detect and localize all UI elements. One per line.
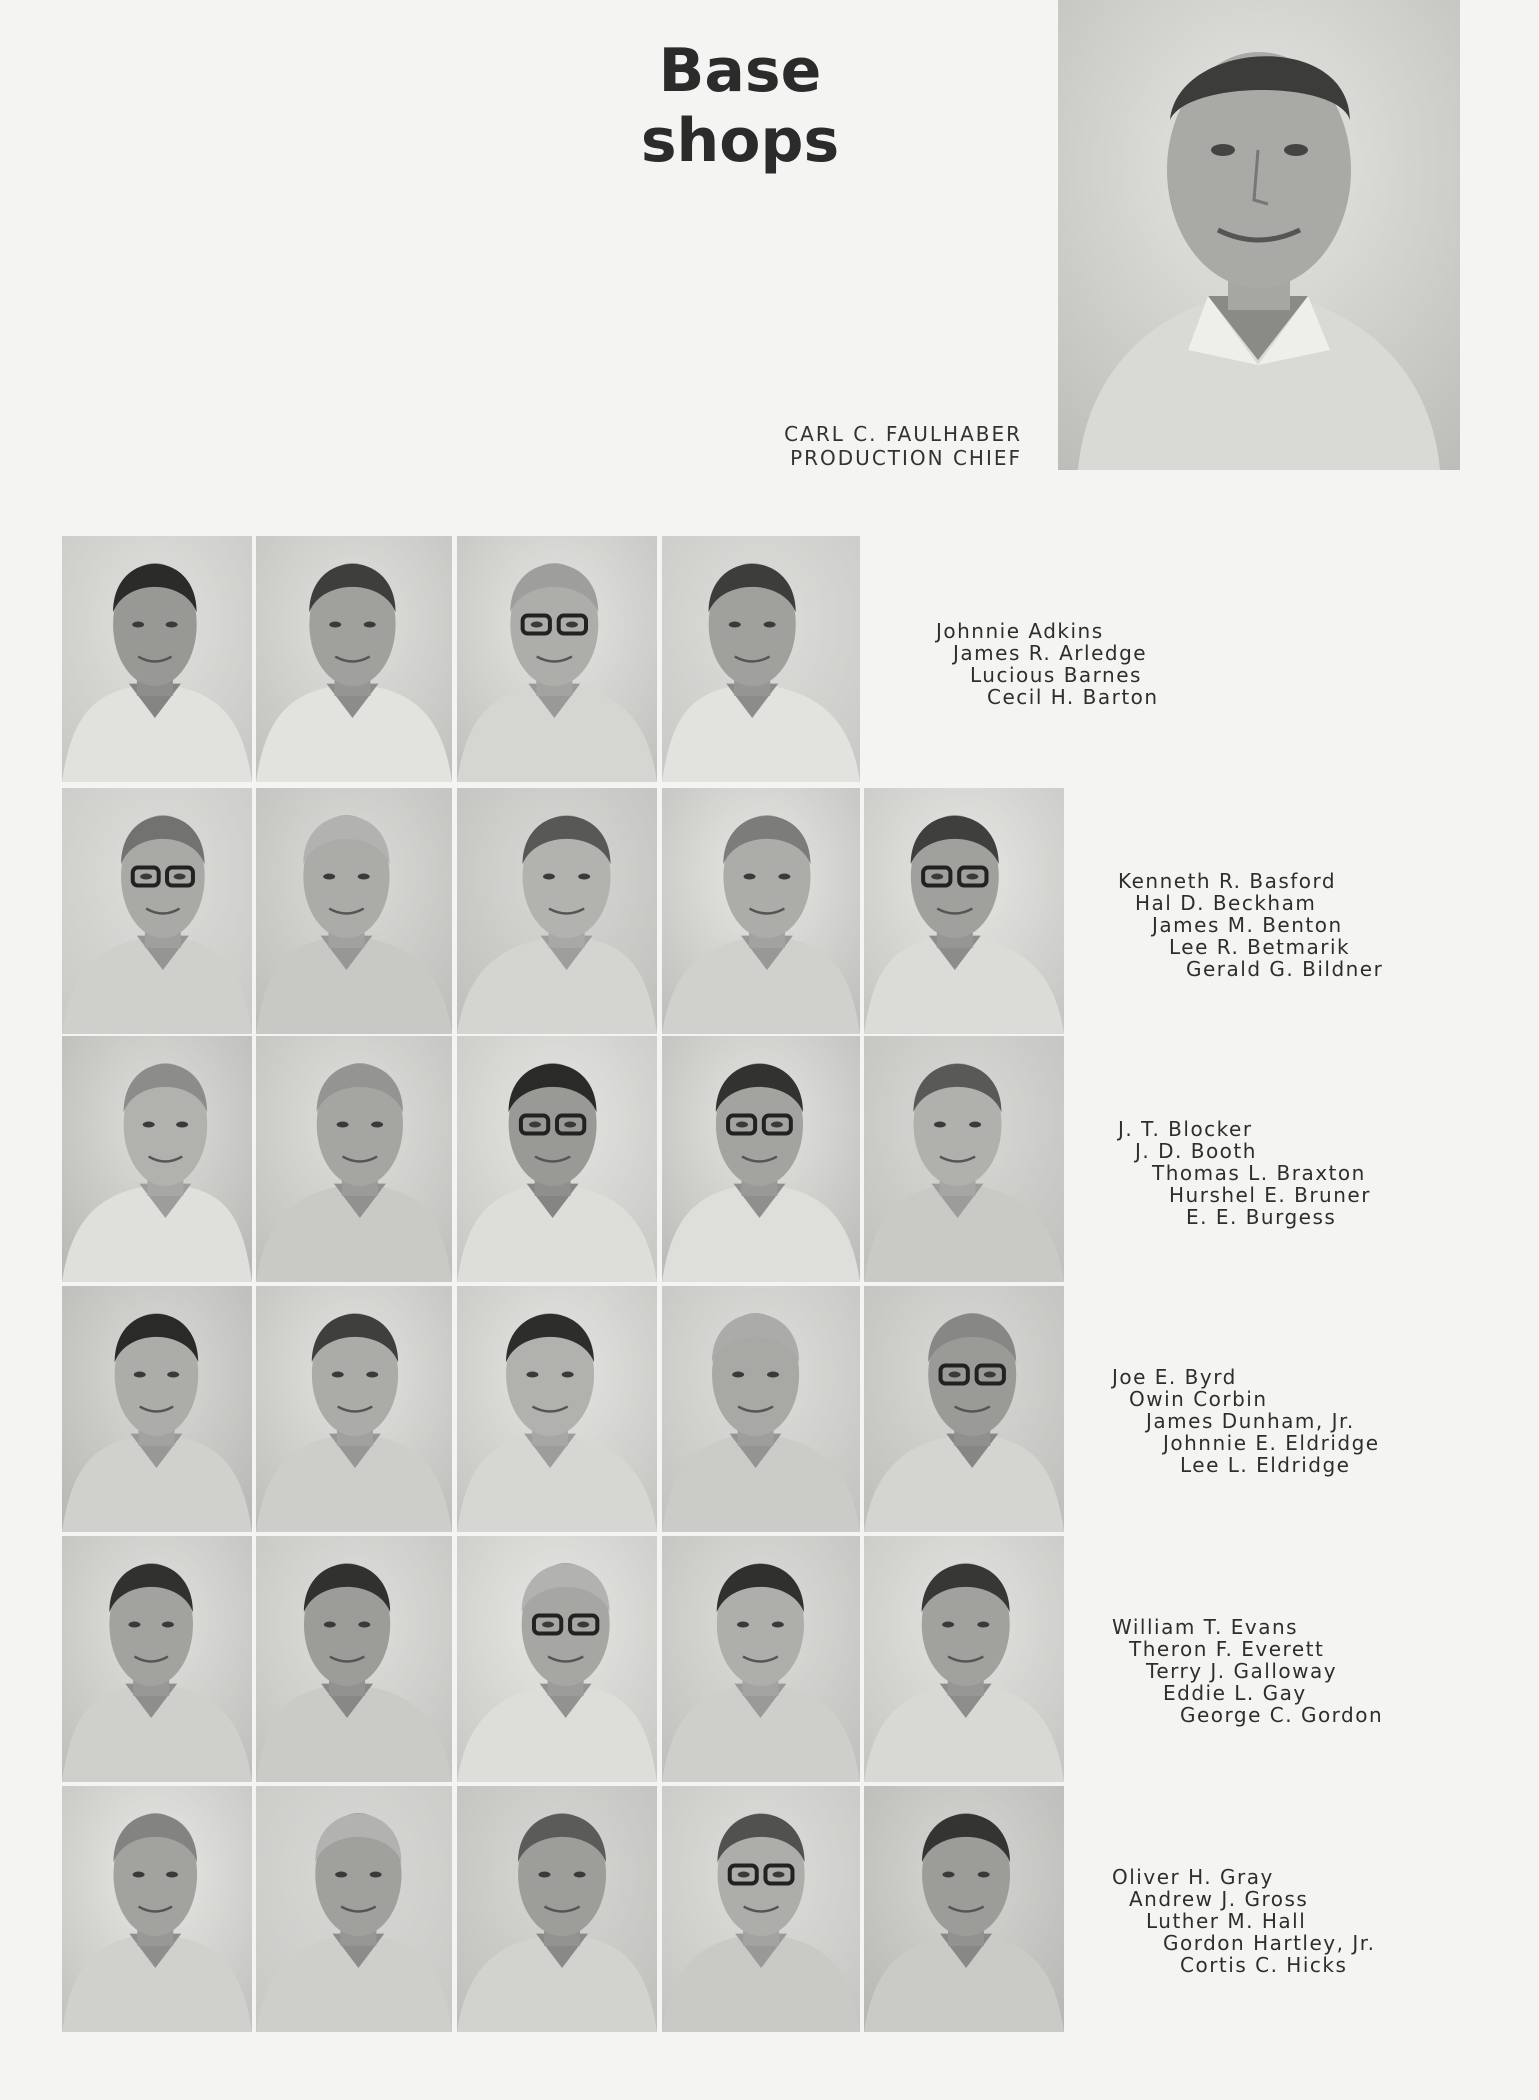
- staff-portrait: [662, 788, 860, 1034]
- staff-name: James M. Benton: [1152, 913, 1343, 937]
- staff-name: George C. Gordon: [1180, 1703, 1384, 1727]
- name-list: [1118, 870, 1383, 980]
- staff-portrait: [62, 1286, 252, 1532]
- staff-name: Cecil H. Barton: [987, 685, 1159, 709]
- staff-portrait: [662, 1036, 860, 1282]
- name-list: [1112, 1616, 1383, 1726]
- staff-portrait: [256, 1286, 452, 1532]
- staff-name: Owin Corbin: [1129, 1387, 1268, 1411]
- staff-portrait: [256, 788, 452, 1034]
- staff-name: Lee R. Betmarik: [1169, 935, 1351, 959]
- name-list: [1118, 1118, 1371, 1228]
- staff-portrait: [864, 1536, 1064, 1782]
- staff-portrait: [62, 536, 252, 782]
- staff-portrait: [62, 1536, 252, 1782]
- chief-caption: [700, 422, 1022, 470]
- staff-portrait: [457, 536, 657, 782]
- staff-portrait: [457, 1786, 657, 2032]
- staff-name: Johnnie Adkins: [936, 619, 1104, 643]
- staff-portrait: [864, 1786, 1064, 2032]
- staff-portrait: [457, 1036, 657, 1282]
- staff-name: J. T. Blocker: [1118, 1117, 1253, 1141]
- staff-name: Kenneth R. Basford: [1118, 869, 1337, 893]
- staff-name: Lee L. Eldridge: [1180, 1453, 1351, 1477]
- staff-name: Joe E. Byrd: [1112, 1365, 1237, 1389]
- staff-portrait: [662, 1536, 860, 1782]
- staff-name: Terry J. Galloway: [1146, 1659, 1338, 1683]
- name-list: [936, 620, 1159, 708]
- staff-portrait: [457, 1536, 657, 1782]
- page-title: Base shops: [640, 36, 840, 176]
- staff-name: Andrew J. Gross: [1129, 1887, 1309, 1911]
- staff-portrait: [662, 536, 860, 782]
- staff-name: Oliver H. Gray: [1112, 1865, 1274, 1889]
- staff-name: Thomas L. Braxton: [1152, 1161, 1366, 1185]
- staff-portrait: [62, 1036, 252, 1282]
- staff-portrait: [662, 1786, 860, 2032]
- staff-portrait: [62, 788, 252, 1034]
- staff-portrait: [457, 788, 657, 1034]
- staff-name: Theron F. Everett: [1129, 1637, 1325, 1661]
- name-list: [1112, 1366, 1380, 1476]
- staff-name: Luther M. Hall: [1146, 1909, 1307, 1933]
- staff-portrait: [662, 1286, 860, 1532]
- staff-portrait: [256, 1536, 452, 1782]
- staff-portrait: [864, 1286, 1064, 1532]
- staff-name: Lucious Barnes: [970, 663, 1142, 687]
- staff-name: Gordon Hartley, Jr.: [1163, 1931, 1376, 1955]
- staff-portrait: [256, 1786, 452, 2032]
- staff-portrait: [256, 536, 452, 782]
- staff-name: J. D. Booth: [1135, 1139, 1257, 1163]
- staff-name: Hal D. Beckham: [1135, 891, 1317, 915]
- staff-portrait: [457, 1286, 657, 1532]
- staff-name: Cortis C. Hicks: [1180, 1953, 1348, 1977]
- staff-name: William T. Evans: [1112, 1615, 1299, 1639]
- chief-name: CARL C. FAULHABER: [784, 422, 1022, 446]
- staff-name: Hurshel E. Bruner: [1169, 1183, 1371, 1207]
- staff-portrait: [864, 788, 1064, 1034]
- name-list: [1112, 1866, 1375, 1976]
- chief-role: PRODUCTION CHIEF: [790, 446, 1022, 470]
- staff-name: James Dunham, Jr.: [1146, 1409, 1355, 1433]
- staff-name: James R. Arledge: [953, 641, 1148, 665]
- staff-portrait: [256, 1036, 452, 1282]
- staff-portrait: [864, 1036, 1064, 1282]
- staff-name: Gerald G. Bildner: [1186, 957, 1384, 981]
- staff-name: Eddie L. Gay: [1163, 1681, 1307, 1705]
- staff-name: E. E. Burgess: [1186, 1205, 1337, 1229]
- staff-portrait: [62, 1786, 252, 2032]
- staff-name: Johnnie E. Eldridge: [1163, 1431, 1380, 1455]
- chief-portrait: [1058, 0, 1460, 470]
